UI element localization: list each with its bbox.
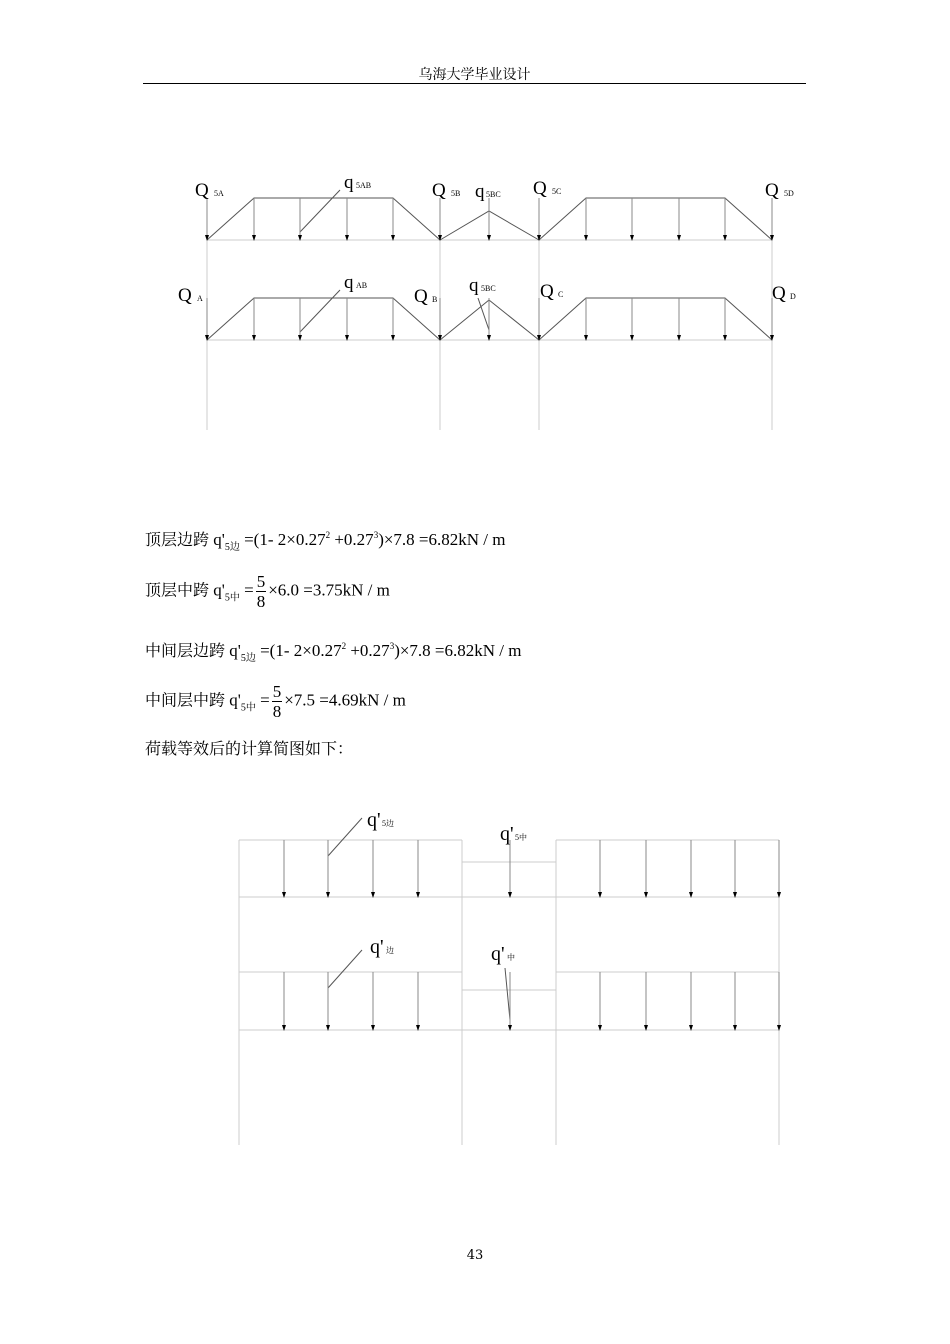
equivalent-frame-lines [239, 840, 779, 1145]
page-number: 43 [466, 1248, 484, 1263]
fraction: $\frac{5}{8}$ [272, 682, 282, 721]
equation-middle-edge-span: 中间层边跨 $q'_{5边} =(1-$ $2\times 0.27^2 +0.27^3)\times 7.8 =6.82kN / m$ [145, 641, 522, 664]
label-QC-sub: C [558, 290, 564, 299]
equivalent-labels [367, 809, 527, 965]
label-QD: Q [772, 283, 786, 304]
equation-top-middle-span: 顶层中跨 $q'_{5中}$ = $\frac{5}{8}$ ×6.0 =3.75kN / m [145, 572, 390, 611]
diagram-caption: 荷载等效后的计算简图如下： [145, 739, 354, 758]
label-q-edge-sub: 边 [386, 946, 394, 955]
label-q-mid-sub: 中 [507, 953, 515, 962]
label-Q5B: Q [432, 180, 446, 201]
label-q5AB: q [344, 172, 354, 193]
label-q5-edge-sub: 5边 [382, 819, 394, 828]
equation-top-edge-span: 顶层边跨 $q'_{5边} =(1-$ $2\times 0.27^2 +0.27^3)\times 7.8 =6.82kN / m$ [145, 530, 506, 553]
load-arrows [205, 198, 774, 341]
label-qBC-sub: 5BC [481, 284, 496, 293]
label-q-mid: q' [491, 943, 505, 965]
label-QB: Q [414, 286, 428, 307]
fraction: $\frac{5}{8}$ [256, 572, 266, 611]
equivalent-load-arrows [282, 840, 781, 1031]
label-QA: Q [178, 285, 192, 306]
label-QA-sub: A [197, 294, 203, 303]
label-q5-mid: q' [500, 823, 514, 845]
page-header: 乌海大学毕业设计 [418, 67, 531, 83]
label-q5AB-sub: 5AB [356, 181, 372, 190]
label-QD-sub: D [790, 292, 796, 301]
label-q5-edge: q' [367, 809, 381, 831]
label-QB-sub: B [432, 295, 438, 304]
label-Q5B-sub: 5B [451, 189, 461, 198]
label-Q5A: Q [195, 180, 209, 201]
label-q5BC-sub: 5BC [486, 190, 501, 199]
label-q5BC: q [475, 181, 485, 202]
label-Q5A-sub: 5A [214, 189, 224, 198]
label-qAB-sub: AB [356, 281, 368, 290]
label-QC: Q [540, 281, 554, 302]
label-Q5C-sub: 5C [552, 187, 562, 196]
label-q5-mid-sub: 5中 [515, 833, 527, 842]
label-Q5C: Q [533, 178, 547, 199]
label-qBC: q [469, 275, 479, 296]
label-qAB: q [344, 272, 354, 293]
label-Q5D-sub: 5D [784, 189, 794, 198]
equation-middle-middle-span: 中间层中跨 $q'_{5中}$ = $\frac{5}{8}$ ×7.5 =4.69kN / m [145, 682, 406, 721]
label-q-edge: q' [370, 936, 384, 958]
label-Q5D: Q [765, 180, 779, 201]
